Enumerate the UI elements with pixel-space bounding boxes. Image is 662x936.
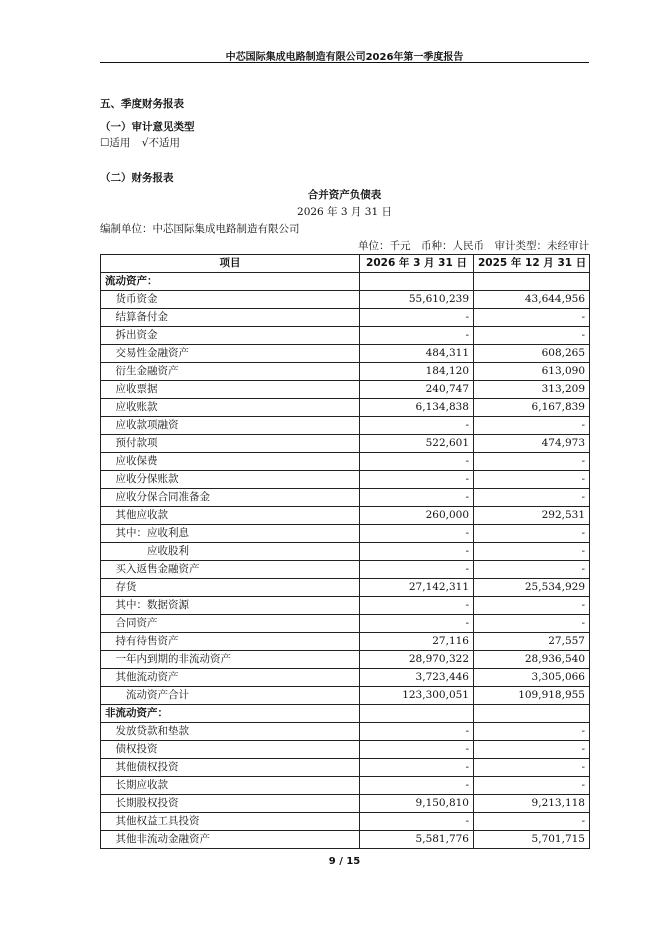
row-label: 流动资产： bbox=[101, 273, 360, 291]
table-row bbox=[101, 381, 590, 399]
page-header: 中芯国际集成电路制造有限公司2026年第一季度报告 bbox=[225, 52, 464, 63]
row-label: 债权投资 bbox=[101, 741, 360, 759]
table-row bbox=[101, 813, 590, 831]
value-2025: 43,644,956 bbox=[474, 291, 590, 309]
value-2025: - bbox=[474, 723, 590, 741]
table-row bbox=[101, 525, 590, 543]
value-2026: - bbox=[360, 471, 474, 489]
table-row bbox=[101, 795, 590, 813]
row-label: 应收分保合同准备金 bbox=[101, 489, 360, 507]
table-row bbox=[101, 345, 590, 363]
table-row bbox=[101, 687, 590, 705]
table-row bbox=[101, 291, 590, 309]
value-2026: - bbox=[360, 309, 474, 327]
value-2025: 25,534,929 bbox=[474, 579, 590, 597]
value-2026: - bbox=[360, 777, 474, 795]
table-row bbox=[101, 741, 590, 759]
value-2025: 9,213,118 bbox=[474, 795, 590, 813]
row-label: 长期应收款 bbox=[101, 777, 360, 795]
table-row bbox=[101, 327, 590, 345]
value-2026: - bbox=[360, 759, 474, 777]
audit-options bbox=[100, 135, 180, 150]
value-2025: 608,265 bbox=[474, 345, 590, 363]
value-2025: 109,918,955 bbox=[474, 687, 590, 705]
value-2026: - bbox=[360, 489, 474, 507]
table-row bbox=[101, 453, 590, 471]
value-2026: - bbox=[360, 615, 474, 633]
value-2026: - bbox=[360, 723, 474, 741]
units-line: 单位：千元 币种：人民币 审计类型：未经审计 bbox=[358, 240, 589, 252]
row-label: 应收款项融资 bbox=[101, 417, 360, 435]
value-2025: - bbox=[474, 327, 590, 345]
value-2026 bbox=[360, 705, 474, 723]
value-2026: 184,120 bbox=[360, 363, 474, 381]
row-label: 衍生金融资产 bbox=[101, 363, 360, 381]
value-2025: - bbox=[474, 813, 590, 831]
table-row bbox=[101, 777, 590, 795]
value-2025: 292,531 bbox=[474, 507, 590, 525]
value-2026: 28,970,322 bbox=[360, 651, 474, 669]
row-label: 非流动资产： bbox=[101, 705, 360, 723]
row-label: 买入返售金融资产 bbox=[101, 561, 360, 579]
value-2025: 313,209 bbox=[474, 381, 590, 399]
value-2025: - bbox=[474, 525, 590, 543]
audit-opinion-title: （一）审计意见类型 bbox=[100, 121, 195, 133]
value-2025: - bbox=[474, 471, 590, 489]
value-2025: - bbox=[474, 741, 590, 759]
row-label: 其他应收款 bbox=[101, 507, 360, 525]
value-2025: 3,305,066 bbox=[474, 669, 590, 687]
value-2026: - bbox=[360, 417, 474, 435]
row-label: 应收账款 bbox=[101, 399, 360, 417]
row-label: 其他流动资产 bbox=[101, 669, 360, 687]
audit-option-not-applicable: √不适用 bbox=[141, 137, 180, 149]
table-row bbox=[101, 309, 590, 327]
row-label: 其他债权投资 bbox=[101, 759, 360, 777]
balance-sheet-table bbox=[100, 254, 590, 849]
prepared-by: 编制单位：中芯国际集成电路制造有限公司 bbox=[100, 223, 300, 235]
value-2025: 27,557 bbox=[474, 633, 590, 651]
row-label: 存货 bbox=[101, 579, 360, 597]
table-row bbox=[101, 723, 590, 741]
table-section-row bbox=[101, 273, 590, 291]
value-2026: 3,723,446 bbox=[360, 669, 474, 687]
value-2025: 474,973 bbox=[474, 435, 590, 453]
row-label: 应收票据 bbox=[101, 381, 360, 399]
value-2026: - bbox=[360, 741, 474, 759]
value-2026: - bbox=[360, 453, 474, 471]
value-2025: - bbox=[474, 597, 590, 615]
row-label: 发放贷款和垫款 bbox=[101, 723, 360, 741]
value-2025: - bbox=[474, 615, 590, 633]
table-row bbox=[101, 597, 590, 615]
value-2025: 5,701,715 bbox=[474, 831, 590, 849]
table-section-row bbox=[101, 705, 590, 723]
row-label: 预付款项 bbox=[101, 435, 360, 453]
table-row bbox=[101, 561, 590, 579]
table-row bbox=[101, 543, 590, 561]
row-label: 其他权益工具投资 bbox=[101, 813, 360, 831]
value-2026: 9,150,810 bbox=[360, 795, 474, 813]
column-header-2026: 2026 年 3 月 31 日 bbox=[360, 255, 474, 273]
row-label: 合同资产 bbox=[101, 615, 360, 633]
row-label: 持有待售资产 bbox=[101, 633, 360, 651]
value-2025: - bbox=[474, 543, 590, 561]
table-header-row bbox=[101, 255, 590, 273]
value-2026: 5,581,776 bbox=[360, 831, 474, 849]
row-label: 其他非流动金融资产 bbox=[101, 831, 360, 849]
value-2026: - bbox=[360, 813, 474, 831]
value-2025: - bbox=[474, 309, 590, 327]
row-label: 应收股利 bbox=[101, 543, 360, 561]
table-row bbox=[101, 651, 590, 669]
table-row bbox=[101, 507, 590, 525]
value-2025: - bbox=[474, 417, 590, 435]
page-number: 9 / 15 bbox=[328, 856, 361, 867]
value-2026: 522,601 bbox=[360, 435, 474, 453]
value-2026: 123,300,051 bbox=[360, 687, 474, 705]
row-label: 长期股权投资 bbox=[101, 795, 360, 813]
value-2025: - bbox=[474, 561, 590, 579]
value-2026: 6,134,838 bbox=[360, 399, 474, 417]
value-2026: - bbox=[360, 525, 474, 543]
value-2025: 28,936,540 bbox=[474, 651, 590, 669]
value-2025 bbox=[474, 273, 590, 291]
row-label: 结算备付金 bbox=[101, 309, 360, 327]
column-header-item: 项目 bbox=[101, 255, 360, 273]
table-row bbox=[101, 831, 590, 849]
value-2026: 484,311 bbox=[360, 345, 474, 363]
value-2026: - bbox=[360, 597, 474, 615]
value-2026: - bbox=[360, 543, 474, 561]
value-2026: - bbox=[360, 327, 474, 345]
row-label: 应收分保账款 bbox=[101, 471, 360, 489]
table-row bbox=[101, 417, 590, 435]
row-label: 交易性金融资产 bbox=[101, 345, 360, 363]
value-2026: 260,000 bbox=[360, 507, 474, 525]
row-label: 一年内到期的非流动资产 bbox=[101, 651, 360, 669]
row-label: 拆出资金 bbox=[101, 327, 360, 345]
table-row bbox=[101, 633, 590, 651]
table-row bbox=[101, 669, 590, 687]
value-2025: - bbox=[474, 759, 590, 777]
value-2025: 6,167,839 bbox=[474, 399, 590, 417]
value-2026: 27,116 bbox=[360, 633, 474, 651]
statement-date: 2026 年 3 月 31 日 bbox=[297, 206, 392, 218]
table-row bbox=[101, 435, 590, 453]
value-2026: 55,610,239 bbox=[360, 291, 474, 309]
value-2025 bbox=[474, 705, 590, 723]
row-label: 其中：应收利息 bbox=[101, 525, 360, 543]
table-row bbox=[101, 579, 590, 597]
table-row bbox=[101, 489, 590, 507]
value-2025: 613,090 bbox=[474, 363, 590, 381]
column-header-2025: 2025 年 12 月 31 日 bbox=[474, 255, 590, 273]
value-2025: - bbox=[474, 777, 590, 795]
value-2025: - bbox=[474, 489, 590, 507]
table-row bbox=[101, 759, 590, 777]
row-label: 应收保费 bbox=[101, 453, 360, 471]
table-row bbox=[101, 399, 590, 417]
table-row bbox=[101, 615, 590, 633]
statement-title: 合并资产负债表 bbox=[307, 189, 382, 201]
audit-option-applicable: ☐适用 bbox=[100, 137, 131, 149]
value-2026: 240,747 bbox=[360, 381, 474, 399]
header-divider bbox=[100, 62, 589, 63]
row-label: 流动资产合计 bbox=[101, 687, 360, 705]
row-label: 其中：数据资源 bbox=[101, 597, 360, 615]
table-row bbox=[101, 471, 590, 489]
row-label: 货币资金 bbox=[101, 291, 360, 309]
value-2026 bbox=[360, 273, 474, 291]
table-row bbox=[101, 363, 590, 381]
value-2025: - bbox=[474, 453, 590, 471]
value-2026: 27,142,311 bbox=[360, 579, 474, 597]
section-title: 五、季度财务报表 bbox=[100, 98, 184, 110]
value-2026: - bbox=[360, 561, 474, 579]
financial-statements-title: （二）财务报表 bbox=[100, 172, 174, 184]
